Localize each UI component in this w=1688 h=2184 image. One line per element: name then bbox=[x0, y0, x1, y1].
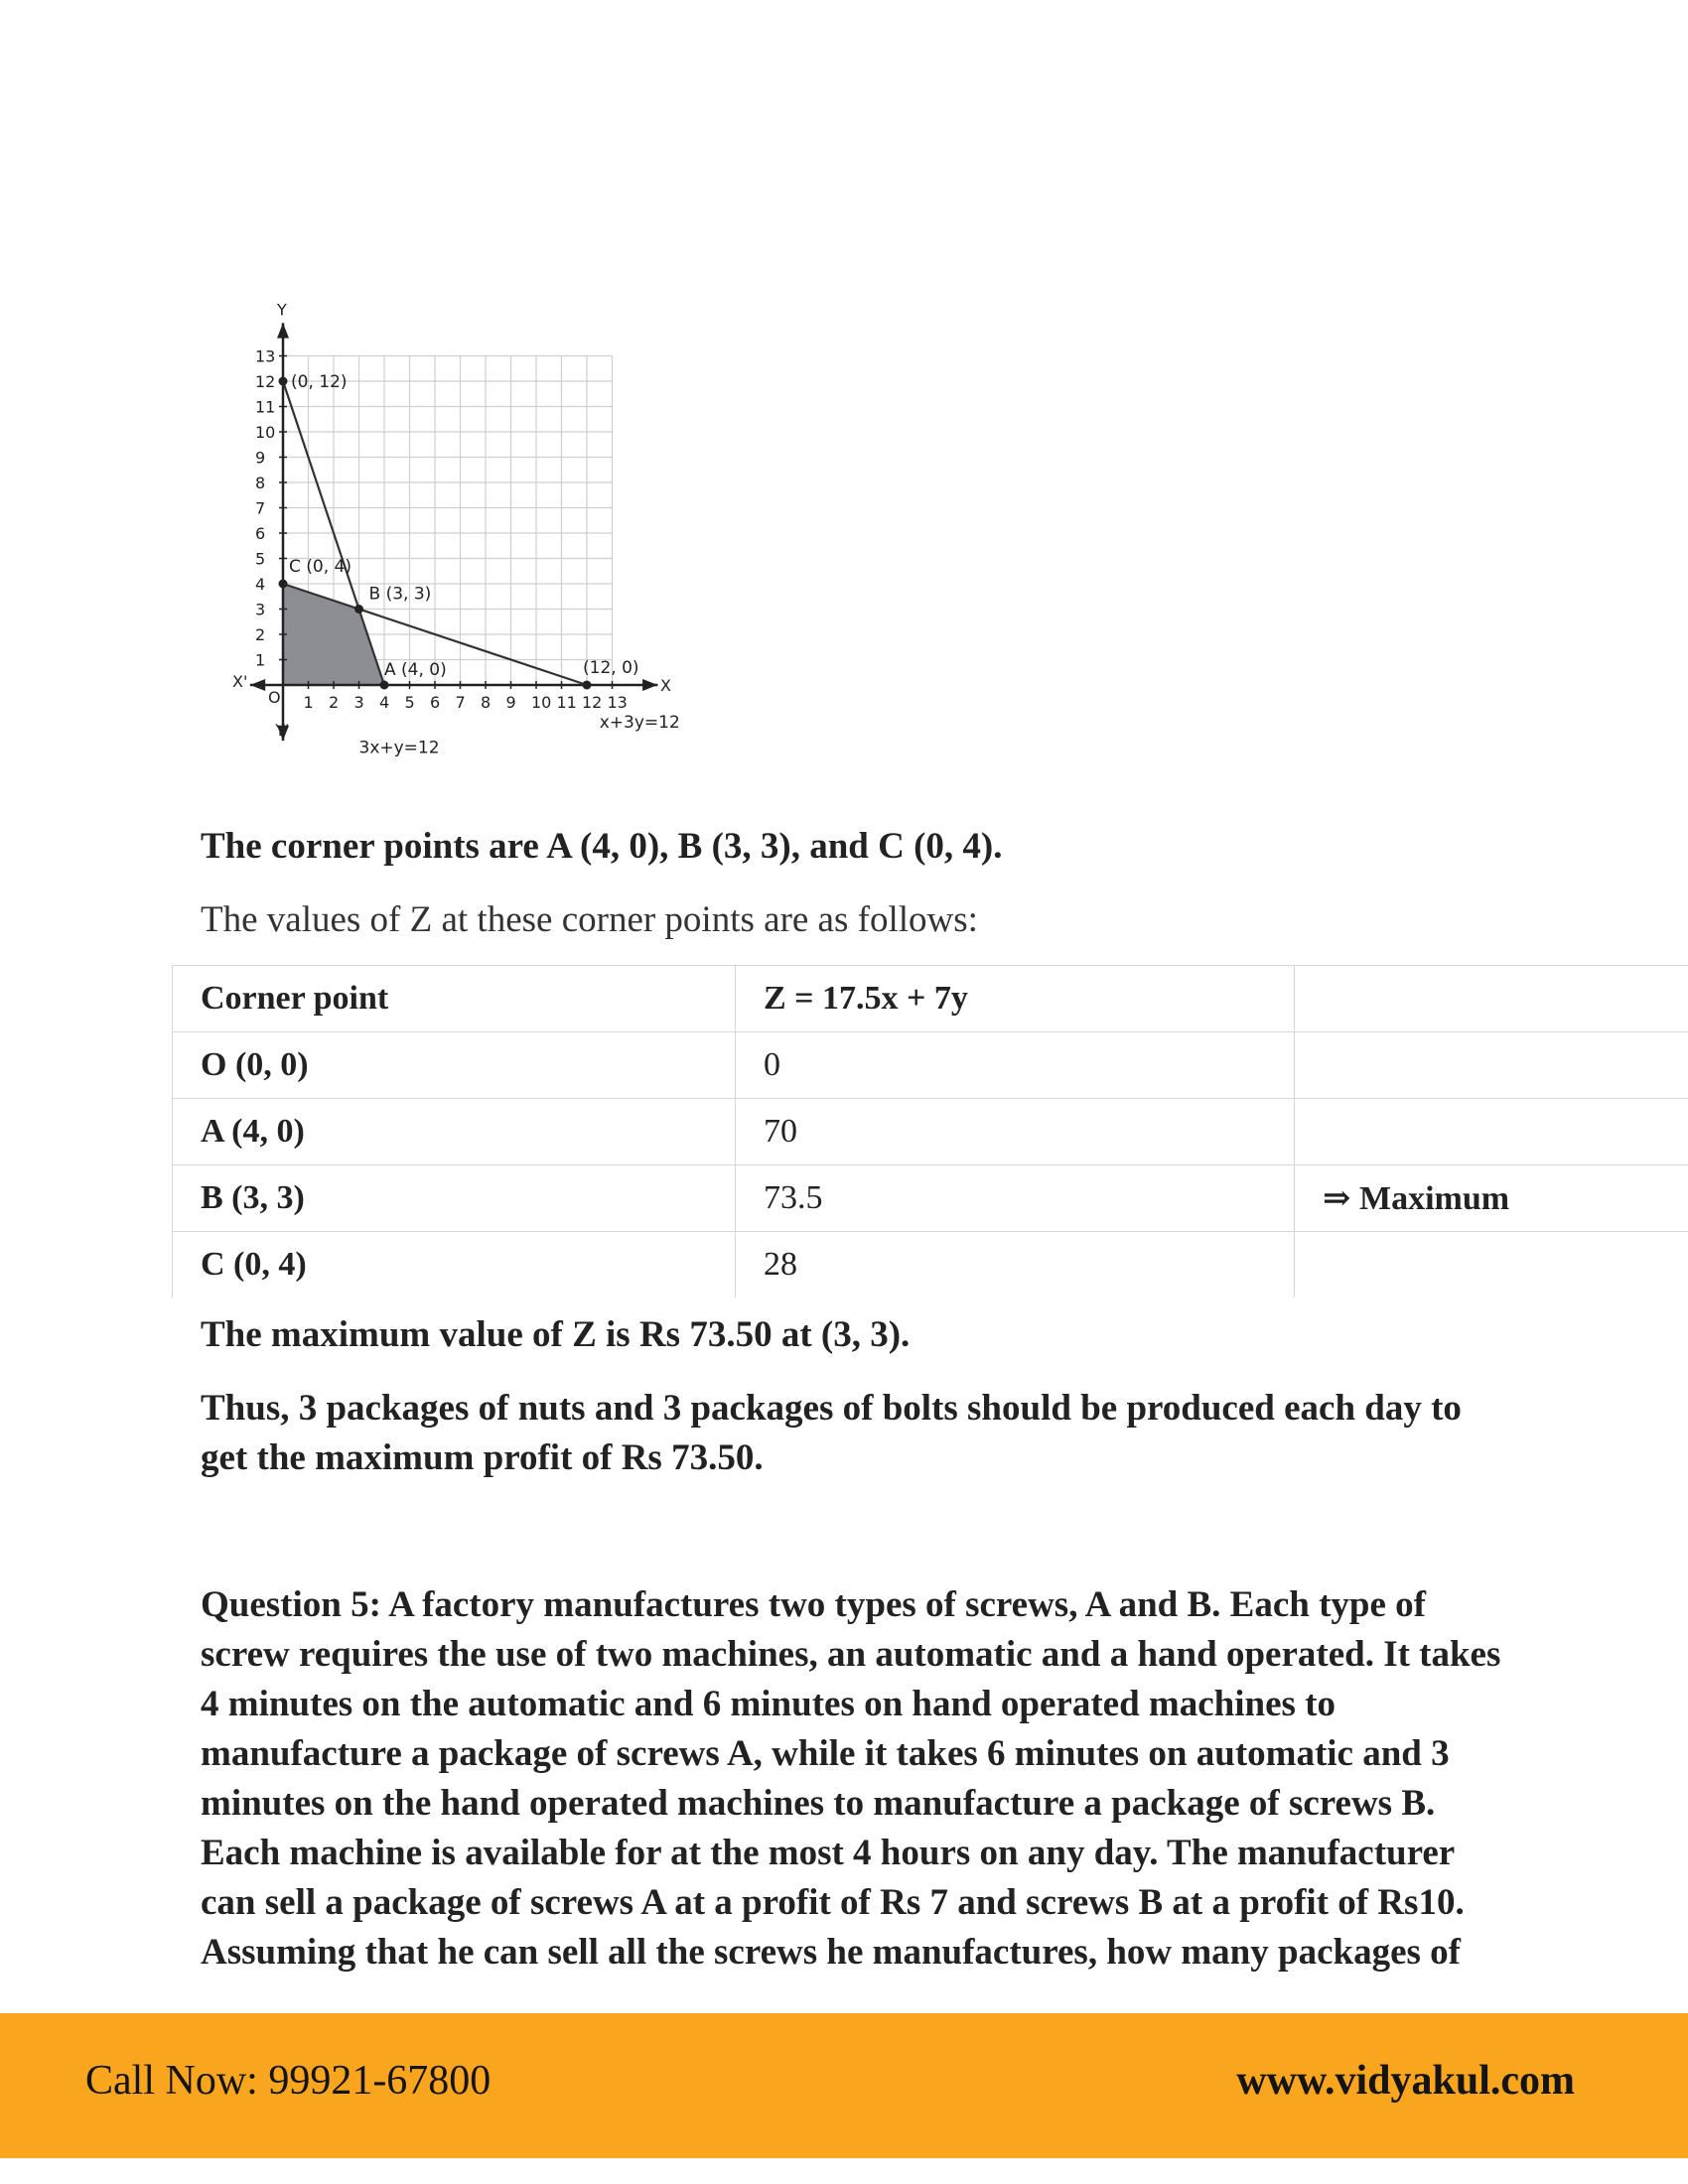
conclusion-text: Thus, 3 packages of nuts and 3 packages of bolts should be produced each day to get the maximum profit of Rs 73.50. bbox=[201, 1388, 1462, 1478]
y-tick-label: 9 bbox=[255, 448, 266, 468]
corner-point-label: (12, 0) bbox=[583, 658, 639, 678]
z-values-table bbox=[172, 965, 1688, 1297]
y-tick-label: 2 bbox=[255, 625, 266, 644]
y-neg-axis-label: Y' bbox=[275, 721, 290, 740]
website-link[interactable]: www.vidyakul.com bbox=[1236, 2058, 1575, 2104]
corner-point bbox=[354, 605, 363, 614]
table-row bbox=[173, 1232, 1688, 1298]
table-cell: B (3, 3) bbox=[173, 1165, 736, 1232]
values-intro-text: The values of Z at these corner points are as follows: bbox=[201, 899, 978, 940]
table-cell: O (0, 0) bbox=[173, 1032, 736, 1099]
x-tick-label: 5 bbox=[404, 693, 415, 712]
y-tick-label: 7 bbox=[255, 498, 266, 518]
x-tick-label: 10 bbox=[531, 693, 552, 712]
corner-points-text: The corner points are A (4, 0), B (3, 3), and C (0, 4). bbox=[201, 826, 1003, 867]
x-tick-label: 3 bbox=[353, 693, 364, 712]
table-cell bbox=[1295, 1099, 1688, 1165]
x-neg-axis-label: X' bbox=[232, 672, 248, 691]
table-row bbox=[173, 1165, 1688, 1232]
maximum-marker: ⇒ Maximum bbox=[1295, 1165, 1688, 1232]
corner-point-label: B (3, 3) bbox=[368, 584, 432, 605]
y-tick-label: 4 bbox=[255, 575, 266, 594]
table-cell bbox=[1295, 1232, 1688, 1298]
x-tick-label: 7 bbox=[455, 693, 466, 712]
constraint-line-label: 3x+y=12 bbox=[358, 738, 440, 758]
y-tick-label: 11 bbox=[255, 397, 276, 417]
x-tick-label: 12 bbox=[582, 693, 603, 712]
y-tick-label: 5 bbox=[255, 549, 266, 569]
x-tick-label: 2 bbox=[329, 693, 340, 712]
question-5-text: Question 5: A factory manufactures two types of screws, A and B. Each type of screw requires the use of two machines, an automatic and a hand operated. It takes 4 minutes on the automatic and 6 minutes on hand operated machines to manufacture a package of screws A, while it takes 6 minutes on automatic and 3 minutes on the hand operated machines to manufacture a package of screws B. Each machine is available for at the most 4 hours on any day. The manufacturer can sell a package of screws A at a profit of Rs 7 and screws B at a profit of Rs10. Assuming that he can sell all the screws he manufactures, how many packages of bbox=[201, 1584, 1501, 1973]
corner-point bbox=[380, 681, 389, 690]
table-cell: 73.5 bbox=[736, 1165, 1295, 1232]
corner-point-label: A (4, 0) bbox=[384, 660, 447, 680]
y-tick-label: 8 bbox=[255, 474, 266, 492]
x-tick-label: 11 bbox=[556, 693, 577, 712]
y-tick-label: 12 bbox=[255, 372, 276, 391]
table-cell: A (4, 0) bbox=[173, 1099, 736, 1165]
table-row bbox=[173, 1099, 1688, 1165]
table-cell: 28 bbox=[736, 1232, 1295, 1298]
table-cell: 0 bbox=[736, 1032, 1295, 1099]
x-neg-arrow bbox=[250, 679, 265, 691]
table-header: Z = 17.5x + 7y bbox=[736, 966, 1295, 1032]
x-tick-label: 8 bbox=[481, 693, 492, 712]
corner-point bbox=[279, 580, 288, 589]
call-now-text: Call Now: 99921-67800 bbox=[85, 2058, 492, 2104]
table-header: Corner point bbox=[173, 966, 736, 1032]
y-tick-label: 13 bbox=[255, 346, 276, 366]
y-tick-label: 10 bbox=[255, 423, 276, 442]
x-tick-label: 6 bbox=[430, 693, 441, 712]
x-axis-label: X bbox=[659, 676, 671, 695]
y-tick-label: 1 bbox=[255, 650, 266, 670]
x-tick-label: 9 bbox=[505, 693, 516, 712]
corner-point-label: (0, 12) bbox=[291, 372, 348, 392]
x-arrow bbox=[642, 679, 657, 691]
constraint-line-label: x+3y=12 bbox=[599, 713, 680, 734]
table-header bbox=[1295, 966, 1688, 1032]
feasible-region-graph bbox=[194, 197, 799, 792]
table-cell: C (0, 4) bbox=[173, 1232, 736, 1298]
footer-bar bbox=[0, 2013, 1688, 2158]
corner-point bbox=[279, 377, 288, 386]
corner-point bbox=[583, 681, 592, 690]
y-tick-label: 6 bbox=[255, 524, 266, 543]
corner-point-label: C (0, 4) bbox=[289, 557, 352, 577]
table-header-row bbox=[173, 966, 1688, 1032]
y-tick-label: 3 bbox=[255, 600, 266, 619]
table-cell: 70 bbox=[736, 1099, 1295, 1165]
table-cell bbox=[1295, 1032, 1688, 1099]
table-row bbox=[173, 1032, 1688, 1099]
x-tick-label: 13 bbox=[607, 693, 628, 712]
y-arrow bbox=[277, 323, 289, 338]
origin-label: O bbox=[268, 688, 281, 707]
x-tick-label: 4 bbox=[379, 693, 390, 712]
max-value-text: The maximum value of Z is Rs 73.50 at (3, 3). bbox=[201, 1314, 911, 1355]
y-axis-label: Y bbox=[277, 300, 287, 320]
x-tick-label: 1 bbox=[303, 693, 314, 712]
